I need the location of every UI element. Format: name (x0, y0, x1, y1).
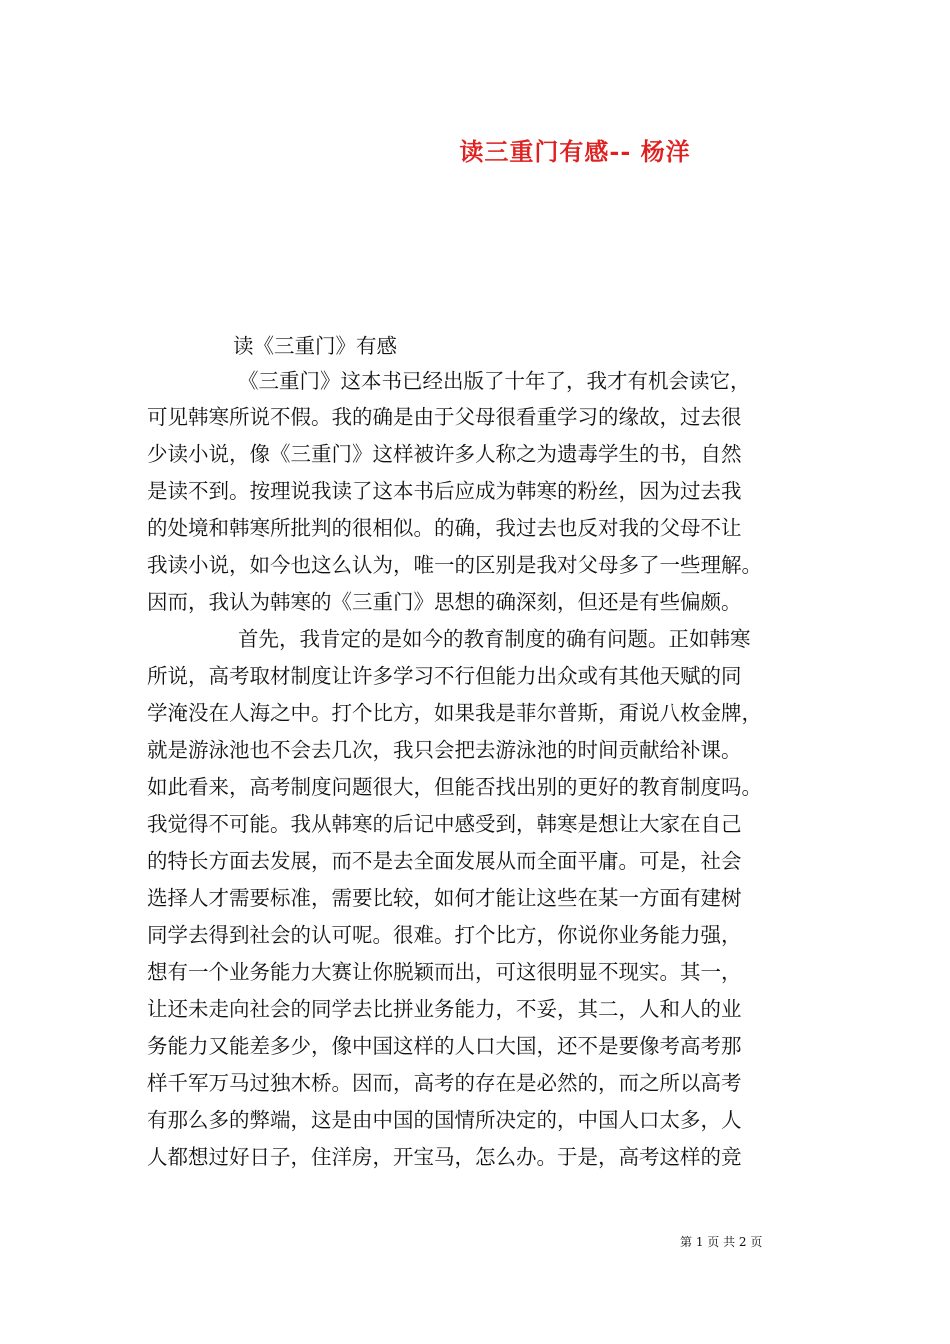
text-line: 因而，我认为韩寒的《三重门》思想的确深刻，但还是有些偏颇。 (147, 590, 742, 614)
text-line: 所说，高考取材制度让许多学习不行但能力出众或有其他天赋的同 (147, 664, 742, 688)
text-line: 务能力又能差多少，像中国这样的人口大国，还不是要像考高考那 (147, 1034, 742, 1058)
text-line: 如此看来，高考制度问题很大，但能否找出别的更好的教育制度吗。 (147, 775, 762, 799)
text-line: 可见韩寒所说不假。我的确是由于父母很看重学习的缘故，过去很 (147, 405, 742, 429)
text-line: 是读不到。按理说我读了这本书后应成为韩寒的粉丝，因为过去我 (147, 479, 742, 503)
text-line: 想有一个业务能力大赛让你脱颖而出，可这很明显不现实。其一， (147, 960, 742, 984)
document-title: 读三重门有感-- 杨洋 (459, 137, 691, 166)
text-line: 就是游泳池也不会去几次，我只会把去游泳池的时间贡献给补课。 (147, 738, 742, 762)
text-line: 有那么多的弊端，这是由中国的国情所决定的，中国人口太多，人 (147, 1108, 742, 1132)
text-line: 少读小说，像《三重门》这样被许多人称之为遗毒学生的书，自然 (147, 442, 742, 466)
text-line: 让还未走向社会的同学去比拼业务能力，不妥，其二，人和人的业 (147, 997, 742, 1021)
text-line: 样千军万马过独木桥。因而，高考的存在是必然的，而之所以高考 (147, 1071, 742, 1095)
text-line: 首先，我肯定的是如今的教育制度的确有问题。正如韩寒 (238, 627, 751, 651)
text-line: 我读小说，如今也这么认为，唯一的区别是我对父母多了一些理解。 (147, 553, 762, 577)
text-line: 《三重门》这本书已经出版了十年了，我才有机会读它， (238, 369, 751, 393)
text-line: 的特长方面去发展，而不是去全面发展从而全面平庸。可是，社会 (147, 849, 742, 873)
section-subtitle: 读《三重门》有感 (233, 334, 397, 358)
page-number: 第 1 页 共 2 页 (680, 1235, 763, 1249)
text-line: 学淹没在人海之中。打个比方，如果我是菲尔普斯，甭说八枚金牌， (147, 701, 762, 725)
text-line: 选择人才需要标准，需要比较，如何才能让这些在某一方面有建树 (147, 886, 742, 910)
text-line: 人都想过好日子，住洋房，开宝马，怎么办。于是，高考这样的竞 (147, 1145, 742, 1169)
text-line: 我觉得不可能。我从韩寒的后记中感受到，韩寒是想让大家在自己 (147, 812, 742, 836)
text-line: 同学去得到社会的认可呢。很难。打个比方，你说你业务能力强， (147, 923, 742, 947)
text-line: 的处境和韩寒所批判的很相似。的确，我过去也反对我的父母不让 (147, 516, 742, 540)
